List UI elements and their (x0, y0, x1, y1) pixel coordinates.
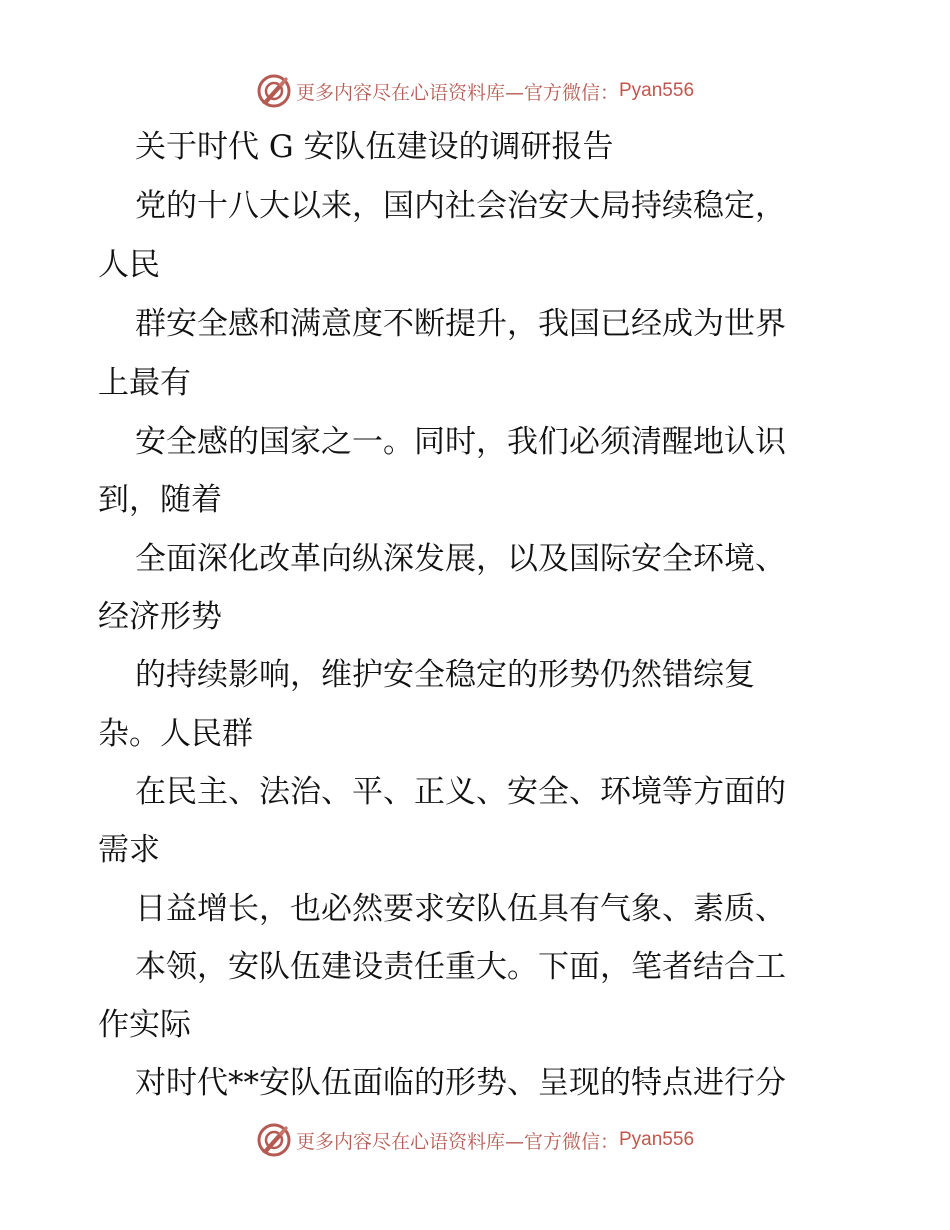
text-line: 杂。人民群 (98, 716, 253, 752)
text-line: 作实际 (98, 1007, 191, 1043)
text-line: 党的十八大以来，国内社会治安大局持续稳定， (135, 188, 786, 224)
text-line: 对时代**安队伍面临的形势、呈现的特点进行分 (135, 1065, 786, 1101)
watermark-text: 更多内容尽在心语资料库—官方微信： (295, 1130, 619, 1153)
text-line: 安全感的国家之一。同时，我们必须清醒地认识 (135, 424, 786, 460)
text-line: 在民主、法治、平、正义、安全、环境等方面的 (135, 774, 786, 810)
document-title: 关于时代 G 安队伍建设的调研报告 (135, 129, 614, 165)
text-line: 日益增长，也必然要求安队伍具有气象、素质、 (135, 891, 786, 927)
text-line: 经济形势 (98, 599, 222, 635)
text-line: 的持续影响，维护安全稳定的形势仍然错综复 (135, 657, 755, 693)
watermark-text: 更多内容尽在心语资料库—官方微信： (295, 81, 619, 104)
quill-logo-icon (256, 1122, 292, 1158)
watermark-wechat-id: Pyan556 (619, 80, 695, 101)
text-line: 群安全感和满意度不断提升，我国已经成为世界 (135, 306, 786, 342)
footer-watermark (0, 1120, 950, 1160)
text-line: 需求 (98, 832, 160, 868)
text-line: 人民 (98, 247, 160, 283)
text-line: 本领，安队伍建设责任重大。下面，笔者结合工 (135, 949, 786, 985)
text-line: 到，随着 (98, 482, 222, 518)
text-line: 上最有 (98, 365, 191, 401)
text-line: 全面深化改革向纵深发展，以及国际安全环境、 (135, 541, 786, 577)
header-watermark (0, 71, 950, 111)
watermark-wechat-id: Pyan556 (619, 1129, 695, 1150)
quill-logo-icon (256, 73, 292, 109)
